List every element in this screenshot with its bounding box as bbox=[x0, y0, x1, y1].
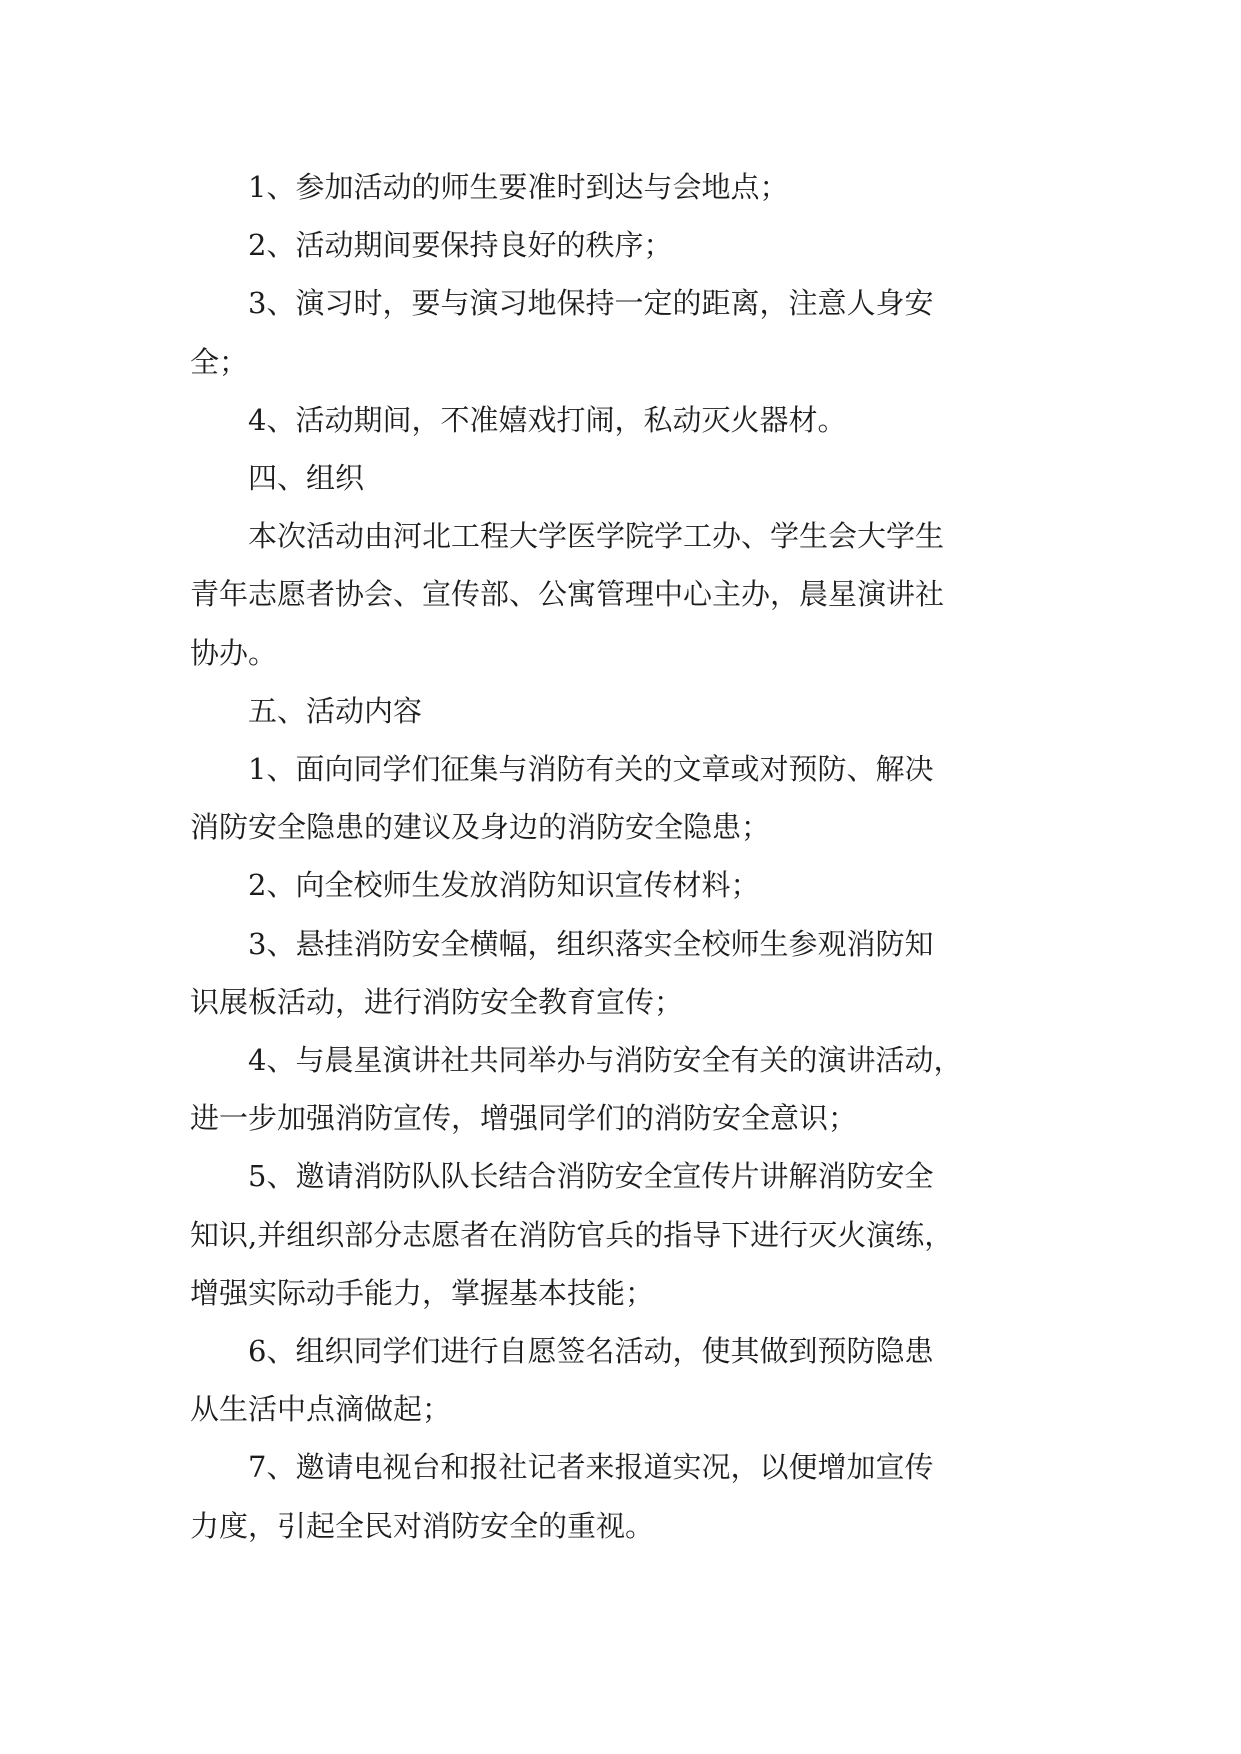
text-line: 知识,并组织部分志愿者在消防官兵的指导下进行灭火演练， bbox=[190, 1217, 954, 1252]
text-line: 进一步加强消防宣传，增强同学们的消防安全意识； bbox=[190, 1101, 858, 1136]
text-line: 力度，引起全民对消防安全的重视。 bbox=[190, 1508, 655, 1543]
text-line: 7、邀请电视台和报社记者来报道实况，以便增加宣传 bbox=[248, 1450, 934, 1485]
section-heading-activity-content: 五、活动内容 bbox=[248, 693, 423, 728]
text-line: 5、邀请消防队队长结合消防安全宣传片讲解消防安全 bbox=[248, 1159, 934, 1194]
text-line: 4、与晨星演讲社共同举办与消防安全有关的演讲活动， bbox=[248, 1043, 963, 1078]
document-body bbox=[190, 158, 1050, 1555]
text-line: 识展板活动，进行消防安全教育宣传； bbox=[190, 984, 684, 1019]
text-line: 2、活动期间要保持良好的秩序； bbox=[248, 228, 673, 263]
text-line: 本次活动由河北工程大学医学院学工办、学生会大学生 bbox=[248, 519, 945, 554]
text-line: 青年志愿者协会、宣传部、公寓管理中心主办，晨星演讲社 bbox=[190, 577, 945, 612]
text-line: 从生活中点滴做起； bbox=[190, 1392, 452, 1427]
text-line: 增强实际动手能力，掌握基本技能； bbox=[190, 1275, 655, 1310]
text-line: 4、活动期间，不准嬉戏打闹，私动灭火器材。 bbox=[248, 402, 847, 437]
text-line: 2、向全校师生发放消防知识宣传材料； bbox=[248, 868, 760, 903]
text-line: 3、悬挂消防安全横幅，组织落实全校师生参观消防知 bbox=[248, 926, 934, 961]
text-line: 1、参加活动的师生要准时到达与会地点； bbox=[248, 170, 789, 204]
text-line: 全； bbox=[190, 344, 249, 379]
text-line: 消防安全隐患的建议及身边的消防安全隐患； bbox=[190, 810, 771, 845]
text-line: 1、面向同学们征集与消防有关的文章或对预防、解决 bbox=[248, 752, 934, 787]
section-heading-organization: 四、组织 bbox=[248, 461, 365, 496]
text-line: 6、组织同学们进行自愿签名活动，使其做到预防隐患 bbox=[248, 1334, 934, 1369]
text-line: 3、演习时，要与演习地保持一定的距离，注意人身安 bbox=[248, 286, 934, 321]
text-line: 协办。 bbox=[190, 635, 278, 670]
